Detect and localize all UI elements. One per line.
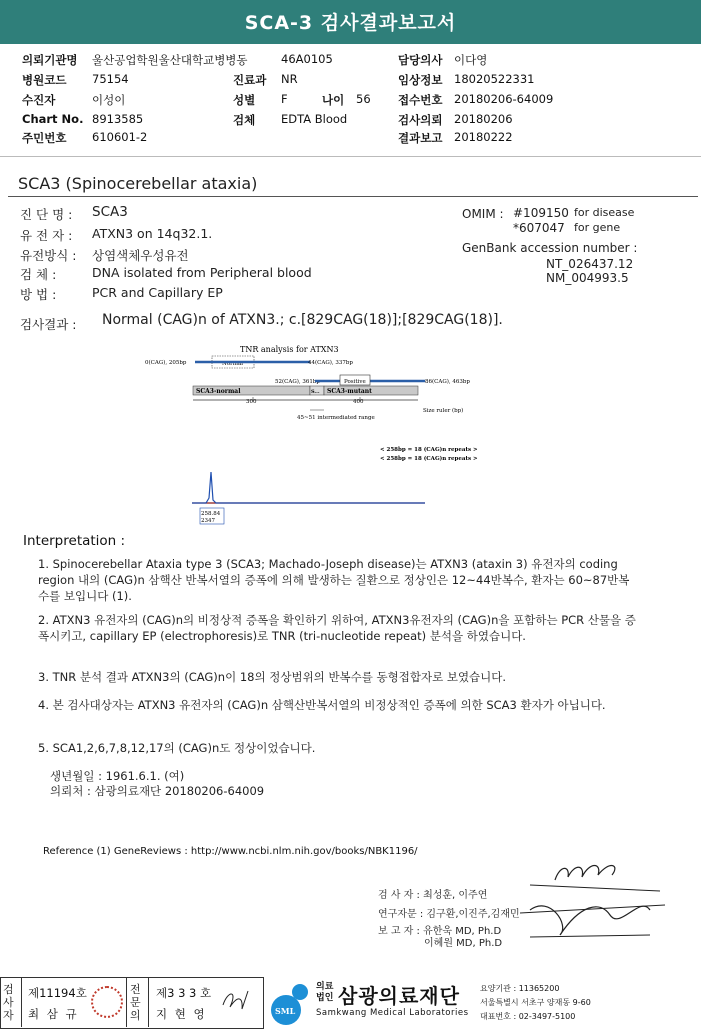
- interpretation-1: 1. Spinocerebellar Ataxia type 3 (SCA3; Machado-Joseph disease)는 ATXN3 (ataxin 3) 유전자의 coding region 내의 (CAG)n 삼핵산 반복서열의 증폭에 의해 발생하는 질환으로 정상인은 12~44반복수, 환자는 60~87반복수를 보입니다 (1).: [38, 557, 630, 603]
- omim-label: OMIM :: [462, 207, 504, 221]
- specialist-vertical-label: 전문의: [130, 983, 141, 1022]
- method-value: PCR and Capillary EP: [92, 285, 223, 300]
- tnr-figure: [140, 340, 520, 530]
- inheritance-value: 상염색체우성유전: [92, 248, 189, 263]
- section-heading: SCA3 (Spinocerebellar ataxia): [18, 174, 258, 193]
- tester-license: 제11194호: [28, 986, 87, 1000]
- report-label: 결과보고: [398, 131, 443, 145]
- org-code: 요양기관 : 11365200: [480, 984, 560, 993]
- tester-vertical-label: 검사자: [3, 983, 14, 1022]
- divider: [0, 156, 701, 157]
- ruler-tick-300: 300: [246, 399, 257, 405]
- clinical-value: 18020522331: [454, 72, 535, 86]
- patient-value: 이성이: [92, 93, 126, 107]
- figure-right-label: 86(CAG), 463bp: [425, 379, 470, 385]
- normal-label: Normal: [222, 361, 244, 367]
- region-s-label: S...: [311, 389, 320, 395]
- repeat-result-2: < 258bp = 18 (CAG)n repeats >: [380, 456, 478, 462]
- department-value: NR: [281, 72, 298, 86]
- report-title: SCA-3 검사결과보고서: [0, 0, 701, 44]
- figure-left-label: 0(CAG), 205bp: [145, 360, 187, 366]
- report-value: 20180222: [454, 130, 513, 144]
- peak-height: 2347: [201, 518, 215, 524]
- tester-name: 최 삼 규: [28, 1007, 79, 1021]
- seal-stamp-icon: [91, 986, 123, 1018]
- genbank-nm: NM_004993.5: [546, 271, 629, 285]
- interpretation-2: 2. ATXN3 유전자의 (CAG)n의 비정상적 증폭을 확인하기 위하여, ATXN3유전자의 (CAG)n을 포함하는 PCR 산물을 증폭시키고, capillary EP (electrophoresis)로 TNR (tri-nucleotide repeat) 분석을 하였습니다.: [38, 613, 636, 643]
- reporter-1: 보 고 자 : 유한욱 MD, Ph.D: [378, 926, 502, 937]
- specimen-label: 검체: [233, 113, 256, 127]
- org-tel: 대표번호 : 02-3497-5100: [480, 1012, 576, 1021]
- figure-pos-left-label: 52(CAG), 361bp: [275, 379, 320, 385]
- doctor-value: 이다영: [454, 53, 488, 67]
- researcher: 연구자문 : 김구환,이진주,김재민: [378, 909, 520, 920]
- tester: 검 사 자 : 최성훈, 이주연: [378, 890, 488, 901]
- institution-code: 46A0105: [281, 52, 333, 66]
- accession-value: 20180206-64009: [454, 92, 554, 106]
- gene-label: 유 전 자 :: [20, 228, 73, 243]
- clinical-label: 임상정보: [398, 73, 443, 87]
- patient-label: 수진자: [22, 93, 56, 107]
- sex-value: F: [281, 92, 288, 106]
- intermediate-label: 45~51 intermediated range: [297, 415, 375, 421]
- sml-text: SML: [275, 1006, 296, 1016]
- electropherogram-peak: [192, 472, 425, 503]
- section-specimen-value: DNA isolated from Peripheral blood: [92, 265, 312, 280]
- interpretation-4: 4. 본 검사대상자는 ATXN3 유전자의 (CAG)n 삼핵산반복서열의 비정상적인 증폭에 의한 SCA3 환자가 아닙니다.: [38, 698, 606, 712]
- divider: [8, 196, 698, 197]
- positive-label: Positive: [344, 379, 366, 385]
- figure-mid-label: 44(CAG), 337bp: [308, 360, 353, 366]
- org-english-name: Samkwang Medical Laboratories: [316, 1008, 469, 1018]
- age-value: 56: [356, 92, 371, 106]
- age-label: 나이: [322, 93, 345, 107]
- region-mutant-label: SCA3-mutant: [327, 388, 372, 395]
- diagnosis-value: SCA3: [92, 204, 128, 220]
- genbank-label: GenBank accession number :: [462, 241, 638, 255]
- org-address: 서울특별시 서초구 양재동 9-60: [480, 998, 591, 1007]
- interpretation-heading: Interpretation :: [23, 533, 126, 549]
- rrn-label: 주민번호: [22, 131, 67, 145]
- figure-title: TNR analysis for ATXN3: [240, 345, 339, 354]
- institution-value: 울산공업학원울산대학교병병동: [92, 53, 248, 67]
- omim-gene-id: *607047: [513, 221, 565, 235]
- department-label: 진료과: [233, 73, 267, 87]
- genbank-nt: NT_026437.12: [546, 257, 634, 271]
- interpretation-5: 5. SCA1,2,6,7,8,12,17의 (CAG)n도 정상이었습니다.: [38, 741, 316, 755]
- result-value: Normal (CAG)n of ATXN3.; c.[829CAG(18)];[829CAG(18)].: [102, 312, 503, 328]
- org-type-2: 법인: [316, 993, 334, 1003]
- accession-label: 접수번호: [398, 93, 443, 107]
- org-name: 삼광의료재단: [338, 984, 460, 1008]
- inheritance-label: 유전방식 :: [20, 248, 77, 263]
- reporter-2: 이혜원 MD, Ph.D: [424, 938, 503, 949]
- sex-label: 성별: [233, 93, 256, 107]
- org-type-1: 의료: [316, 982, 334, 992]
- requester: 의뢰처 : 삼광의료재단 20180206-64009: [50, 784, 265, 798]
- result-label: 검사결과 :: [20, 317, 77, 332]
- specimen-value: EDTA Blood: [281, 112, 348, 126]
- peak-size: 258.84: [201, 511, 221, 517]
- sml-logo-icon: [266, 980, 314, 1026]
- omim-disease-note: for disease: [574, 206, 635, 219]
- institution-label: 의뢰기관명: [22, 53, 78, 67]
- request-value: 20180206: [454, 112, 513, 126]
- hospital-code-value: 75154: [92, 72, 129, 86]
- diagnosis-label: 진 단 명 :: [20, 207, 73, 222]
- hospital-code-label: 병원코드: [22, 73, 67, 87]
- section-specimen-label: 검 체 :: [20, 267, 57, 282]
- omim-gene-note: for gene: [574, 221, 621, 234]
- specialist-name: 지 현 영: [156, 1007, 207, 1021]
- signature-icon: [500, 855, 670, 950]
- chart-label: Chart No.: [22, 112, 84, 126]
- specialist-signature-icon: [218, 985, 258, 1015]
- gene-value: ATXN3 on 14q32.1.: [92, 226, 213, 241]
- ruler-tick-400: 400: [353, 399, 364, 405]
- chart-value: 8913585: [92, 112, 144, 126]
- region-normal-label: SCA3-normal: [196, 388, 241, 395]
- size-ruler-label: Size ruler (bp): [423, 408, 464, 414]
- request-label: 검사의뢰: [398, 113, 443, 127]
- method-label: 방 법 :: [20, 287, 57, 302]
- repeat-result-1: < 258bp = 18 (CAG)n repeats >: [380, 447, 478, 453]
- date-of-birth: 생년월일 : 1961.6.1. (여): [50, 769, 185, 783]
- reference: Reference (1) GeneReviews : http://www.ncbi.nlm.nih.gov/books/NBK1196/: [43, 846, 418, 857]
- doctor-label: 담당의사: [398, 53, 443, 67]
- interpretation-3: 3. TNR 분석 결과 ATXN3의 (CAG)n이 18의 정상범위의 반복수를 동형접합자로 보였습니다.: [38, 670, 507, 684]
- specialist-license: 제3 3 3 호: [156, 986, 212, 1000]
- rrn-value: 610601-2: [92, 130, 148, 144]
- omim-disease-id: #109150: [513, 206, 569, 220]
